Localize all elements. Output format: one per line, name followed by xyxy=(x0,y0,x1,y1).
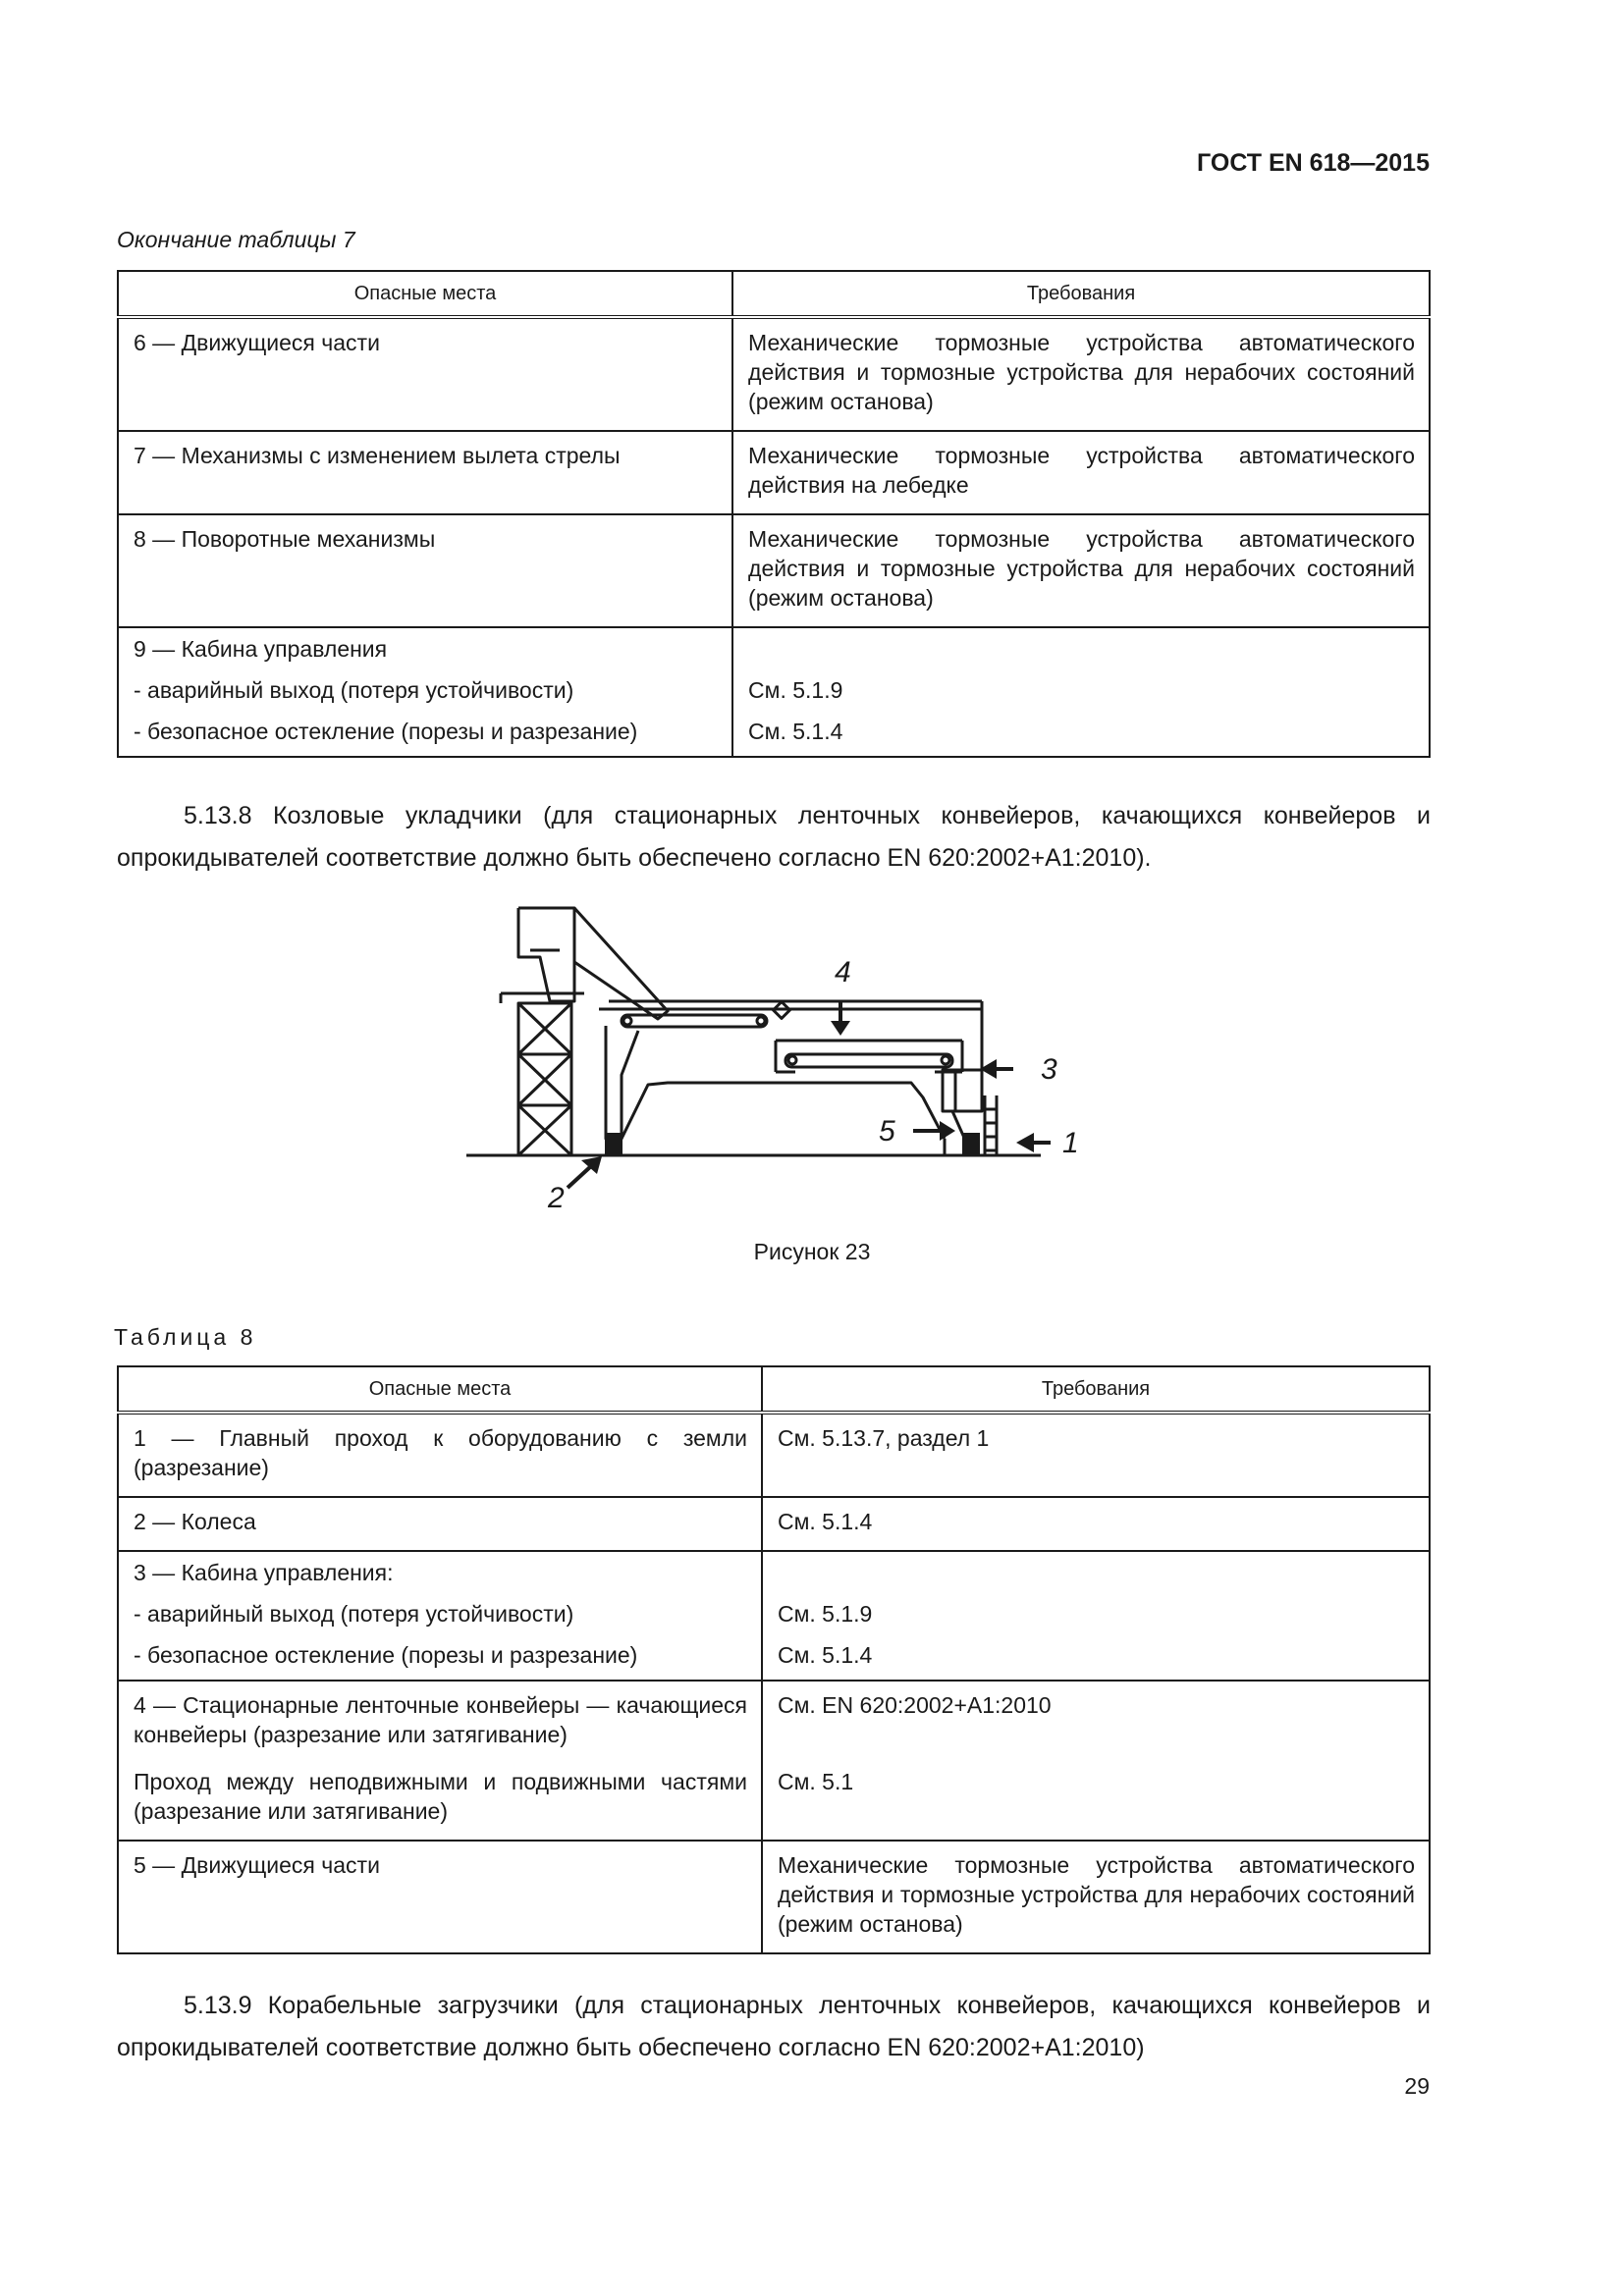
gantry-stacker-drawing xyxy=(461,903,1090,1217)
table-row xyxy=(118,1413,1430,1497)
figure-label-3: 3 xyxy=(1041,1053,1057,1086)
portal-frame xyxy=(622,1083,945,1139)
cell-place: 6 — Движущиеся части xyxy=(118,317,732,431)
document-code: ГОСТ EN 618—2015 xyxy=(1197,149,1430,177)
cell-requirement: Механические тормозные устройства автоматического действия и тормозные устройства для нерабочих состояний (режим останова) xyxy=(732,317,1430,431)
table-row xyxy=(118,1593,1430,1634)
cell-place: Проход между неподвижными и подвижными частями (разрезание или затягивание) xyxy=(118,1758,762,1841)
cell-place: - безопасное остекление (порезы и разрезание) xyxy=(118,1634,762,1681)
table7-caption: Окончание таблицы 7 xyxy=(117,227,355,252)
paragraph-5-13-9 xyxy=(117,1985,1431,2069)
figure-label-5: 5 xyxy=(879,1115,895,1148)
cell-requirement: См. 5.1.9 xyxy=(732,669,1430,711)
table-row xyxy=(118,317,1430,431)
paragraph-text: 5.13.8 Козловые укладчики (для стационарных ленточных конвейеров, качающихся конвейеров и опрокидывателей соответствие должно быть обеспечено согласно EN 620:2002+A1:2010). xyxy=(117,802,1431,872)
table-header-row xyxy=(118,1366,1430,1413)
column-header-requirement: Требования xyxy=(762,1366,1430,1413)
table8-caption: Таблица 8 xyxy=(114,1324,257,1350)
table-row xyxy=(118,627,1430,669)
table-row xyxy=(118,711,1430,757)
cell-place: 7 — Механизмы с изменением вылета стрелы xyxy=(118,431,732,514)
hopper xyxy=(518,908,574,1001)
column-header-place: Опасные места xyxy=(118,271,732,317)
cell-place: 8 — Поворотные механизмы xyxy=(118,514,732,627)
cell-requirement: Механические тормозные устройства автоматического действия и тормозные устройства для нерабочих состояний (режим останова) xyxy=(762,1841,1430,1953)
cell-requirement: См. 5.1 xyxy=(762,1758,1430,1841)
cell-place: 3 — Кабина управления: xyxy=(118,1551,762,1593)
cell-place: 9 — Кабина управления xyxy=(118,627,732,669)
cell-requirement xyxy=(732,627,1430,669)
table-row xyxy=(118,514,1430,627)
arrow-2 xyxy=(568,1166,591,1188)
cell-requirement: См. EN 620:2002+A1:2010 xyxy=(762,1681,1430,1758)
table-row xyxy=(118,1681,1430,1758)
figure-caption: Рисунок 23 xyxy=(753,1239,871,1264)
cell-place: - аварийный выход (потеря устойчивости) xyxy=(118,669,732,711)
column-header-requirement: Требования xyxy=(732,271,1430,317)
cell-requirement: См. 5.13.7, раздел 1 xyxy=(762,1413,1430,1497)
table-row xyxy=(118,1551,1430,1593)
figure-label-1: 1 xyxy=(1062,1127,1079,1159)
table-row xyxy=(118,1634,1430,1681)
wheel-left xyxy=(605,1133,623,1154)
page-number: 29 xyxy=(1404,2073,1430,2099)
cell-requirement xyxy=(762,1551,1430,1593)
wheel-right xyxy=(962,1133,980,1154)
shuttle-conveyor xyxy=(785,1054,952,1067)
column-header-place: Опасные места xyxy=(118,1366,762,1413)
table-8 xyxy=(117,1365,1431,1954)
cell-requirement: См. 5.1.4 xyxy=(732,711,1430,757)
paragraph-5-13-8 xyxy=(117,795,1431,880)
cell-place: 5 — Движущиеся части xyxy=(118,1841,762,1953)
table-row xyxy=(118,669,1430,711)
cell-requirement: См. 5.1.4 xyxy=(762,1497,1430,1551)
left-leg xyxy=(606,1026,638,1139)
cell-requirement: Механические тормозные устройства автоматического действия на лебедке xyxy=(732,431,1430,514)
boom-belt xyxy=(622,1015,767,1027)
table-7 xyxy=(117,270,1431,758)
cell-place: 1 — Главный проход к оборудованию с земли (разрезание) xyxy=(118,1413,762,1497)
table-row xyxy=(118,1497,1430,1551)
cell-place: 2 — Колеса xyxy=(118,1497,762,1551)
table-row xyxy=(118,1841,1430,1953)
table-row xyxy=(118,1758,1430,1841)
figure-label-2: 2 xyxy=(548,1182,565,1214)
table-row xyxy=(118,431,1430,514)
figure-label-4: 4 xyxy=(835,956,851,988)
cell-requirement: См. 5.1.9 xyxy=(762,1593,1430,1634)
table-header-row xyxy=(118,271,1430,317)
cell-requirement: См. 5.1.4 xyxy=(762,1634,1430,1681)
cell-place: - безопасное остекление (порезы и разрезание) xyxy=(118,711,732,757)
control-cab xyxy=(943,1070,982,1111)
cell-requirement: Механические тормозные устройства автоматического действия и тормозные устройства для нерабочих состояний (режим останова) xyxy=(732,514,1430,627)
figure-gantry-stacker xyxy=(461,903,1090,1217)
cell-place: - аварийный выход (потеря устойчивости) xyxy=(118,1593,762,1634)
paragraph-text: 5.13.9 Корабельные загрузчики (для стационарных ленточных конвейеров, качающихся конвейеров и опрокидывателей соответствие должно быть обеспечено согласно EN 620:2002+A1:2010) xyxy=(117,1992,1431,2061)
cell-place: 4 — Стационарные ленточные конвейеры — качающиеся конвейеры (разрезание или затягивание) xyxy=(118,1681,762,1758)
